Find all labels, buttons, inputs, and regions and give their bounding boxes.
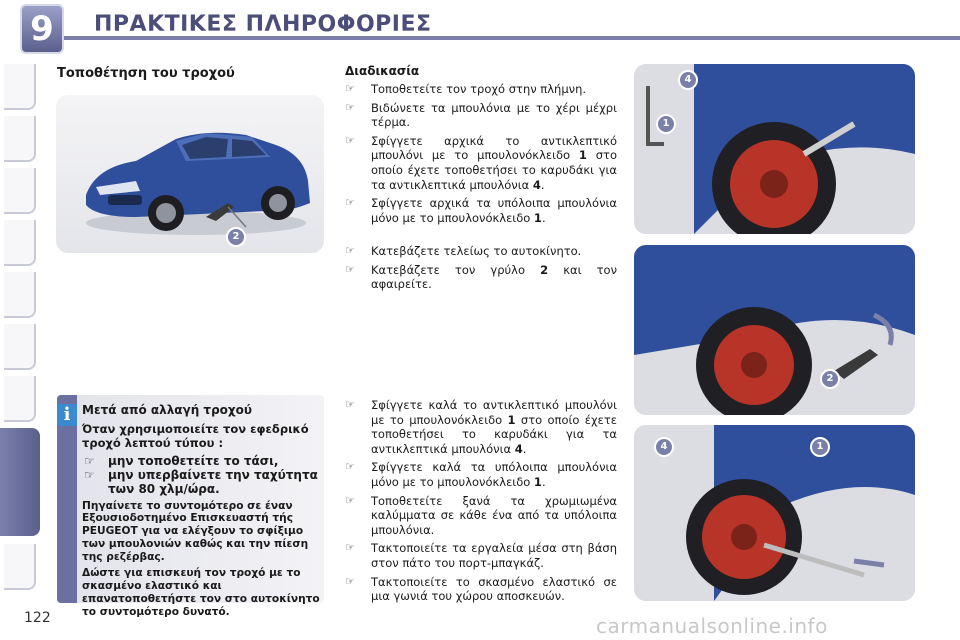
pointing-hand-icon: ☞ <box>345 82 355 95</box>
info-paragraph: Δώστε για επισκευή τον τροχό με το σκασμένο ελαστικό και επανατοποθετήστε τον στο αυτοκίνητο το συντομότερο δυνατό. <box>82 567 320 618</box>
pointing-hand-icon: ☞ <box>345 541 355 555</box>
procedure-step: ☞ Κατεβάζετε τελείως το αυτοκίνητο. <box>345 244 582 258</box>
page-number: 122 <box>24 610 51 626</box>
procedure-step: ☞ Τοποθετείτε ξανά τα χρωμιωμένα καλύμματα σε κάθε ένα από τα υπόλοιπα μπουλόνια. <box>345 493 617 537</box>
callout-jack: 2 <box>820 369 840 389</box>
chapter-tab[interactable] <box>4 116 36 162</box>
procedure-step: ☞ Σφίγγετε καλά τα υπόλοιπα μπουλόνια μόνο με το μπουλονόκλειδο 1. <box>345 460 617 489</box>
info-list <box>82 454 320 496</box>
procedure-group-3 <box>345 398 617 608</box>
page-title: ΠΡΑΚΤΙΚΕΣ ΠΛΗΡΟΦΟΡΙΕΣ <box>94 12 432 37</box>
watermark: carmanualsonline.info <box>596 614 828 638</box>
info-content <box>82 404 320 623</box>
pointing-hand-icon: ☞ <box>345 262 355 276</box>
info-icon: i <box>57 404 77 426</box>
section-title: Τοποθέτηση του τροχού <box>57 66 235 81</box>
procedure-step: ☞ Τοποθετείτε τον τροχό στην πλήμνη. <box>345 82 587 96</box>
chapter-tab[interactable] <box>4 324 36 370</box>
car-drawing <box>56 95 324 253</box>
callout-socket: 4 <box>654 437 674 457</box>
chapter-tab[interactable] <box>4 220 36 266</box>
pointing-hand-icon: ☞ <box>345 398 355 411</box>
pointing-hand-icon: ☞ <box>345 100 355 114</box>
procedure-step: ☞ Τακτοποιείτε τα εργαλεία μέσα στη βάση στον πάτο του πορτ-μπαγκάζ. <box>345 541 617 570</box>
wheel-fitting-drawing <box>634 64 915 234</box>
pointing-hand-icon: ☞ <box>84 453 95 468</box>
pointing-hand-icon: ☞ <box>345 574 355 588</box>
photo-lower-jack <box>634 245 915 415</box>
procedure-step: ☞ Σφίγγετε καλά το αντικλεπτικό μπουλόνι με το μπουλονόκλειδο 1 στο οποίο έχετε τοποθετήσει το καρυδάκι για τα αντικλεπτικά μπουλόνια 4. <box>345 398 618 456</box>
procedure-step: ☞ Τακτοποιείτε το σκασμένο ελαστικό σε μια γωνιά του χώρου αποσκευών. <box>345 574 617 604</box>
procedure-step: ☞ Κατεβάζετε τον γρύλο 2 και τον αφαιρείτε. <box>345 262 617 292</box>
info-box-bar <box>57 395 77 603</box>
pointing-hand-icon: ☞ <box>345 493 355 507</box>
info-list-item: ☞ μην υπερβαίνετε την ταχύτητα των 80 χλμ/ώρα. <box>84 467 318 496</box>
pointing-hand-icon: ☞ <box>345 244 355 257</box>
chapter-tab[interactable] <box>4 376 36 422</box>
chapter-tab[interactable] <box>4 272 36 318</box>
procedure-step: ☞ Σφίγγετε αρχικά το αντικλεπτικό μπουλόνι με το μπουλονόκλειδο 1 στο οποίο έχετε τοποθετήσει το καρυδάκι για τα αντικλεπτικά μπουλόνια 4. <box>345 133 618 192</box>
chapter-tab[interactable] <box>4 168 36 214</box>
info-intro: Όταν χρησιμοποιείτε τον εφεδρικό τροχό λεπτού τύπου : <box>82 421 309 450</box>
callout-wrench: 1 <box>656 114 676 134</box>
pointing-hand-icon: ☞ <box>84 467 95 482</box>
chapter-tab[interactable] <box>4 64 36 110</box>
photo-tighten-bolts <box>634 425 915 601</box>
lower-jack-drawing <box>634 245 915 415</box>
info-list-item: ☞ μην τοποθετείτε το τάσι, <box>84 453 279 468</box>
callout-wrench: 1 <box>810 437 830 457</box>
procedure-step: ☞ Σφίγγετε αρχικά τα υπόλοιπα μπουλόνια μόνο με το μπουλονόκλειδο 1. <box>345 196 617 225</box>
info-paragraph: Πηγαίνετε το συντομότερο σε έναν Εξουσιοδοτημένο Επισκευαστή τής PEUGEOT για να ελέγξουν το σφίξιμο των μπουλονιών καθώς και την πίεση της ρεζέρβας. <box>82 499 309 563</box>
callout-socket: 4 <box>678 70 698 90</box>
procedure-title: Διαδικασία <box>345 64 420 78</box>
car-illustration <box>56 95 324 253</box>
chapter-badge <box>20 4 64 54</box>
procedure-step: ☞ Βιδώνετε τα μπουλόνια με το χέρι μέχρι τέρμα. <box>345 100 617 130</box>
pointing-hand-icon: ☞ <box>345 460 355 474</box>
info-title: Μετά από αλλαγή τροχού <box>82 403 253 417</box>
callout-jack: 2 <box>226 227 246 247</box>
chapter-tab[interactable] <box>4 544 36 590</box>
photo-wheel-fitting <box>634 64 915 234</box>
chapter-number: 9 <box>30 9 54 49</box>
tighten-bolts-drawing <box>634 425 915 601</box>
procedure-group-1 <box>345 82 617 229</box>
pointing-hand-icon: ☞ <box>345 196 355 210</box>
procedure-group-2 <box>345 244 617 296</box>
pointing-hand-icon: ☞ <box>345 133 355 147</box>
chapter-tab-active[interactable] <box>0 428 40 536</box>
